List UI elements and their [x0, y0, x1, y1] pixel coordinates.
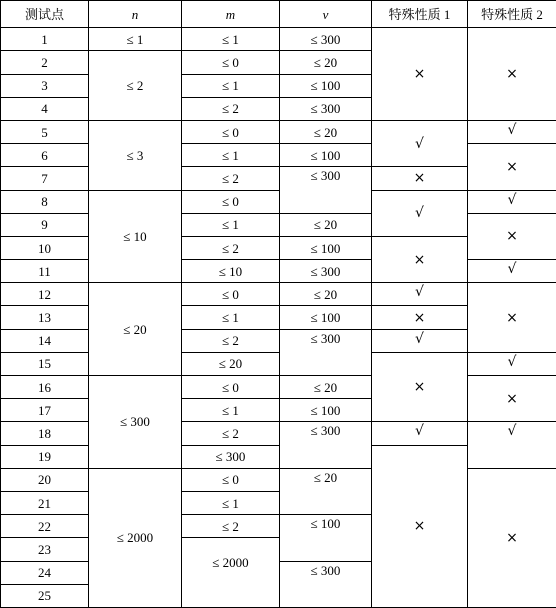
v-cell: ≤ 300	[280, 260, 372, 283]
v-cell: ≤ 300	[280, 329, 372, 375]
special2-cell	[468, 120, 556, 143]
cross-mark: ×	[413, 170, 426, 187]
v-cell: ≤ 300	[280, 561, 372, 607]
test-point-cell: 17	[1, 399, 89, 422]
m-cell: ≤ 1	[182, 399, 280, 422]
header-special-1: 特殊性质 1	[372, 1, 468, 28]
special1-cell	[372, 329, 468, 352]
test-point-cell: 12	[1, 283, 89, 306]
v-cell: ≤ 100	[280, 399, 372, 422]
check-mark: √	[507, 353, 517, 370]
special2-cell	[468, 144, 556, 190]
v-cell: ≤ 100	[280, 236, 372, 259]
n-cell: ≤ 1	[89, 28, 182, 51]
special2-cell	[468, 213, 556, 259]
table-row	[1, 260, 556, 283]
special2-cell	[468, 190, 556, 213]
cross-mark: ×	[413, 309, 426, 326]
n-cell: ≤ 10	[89, 190, 182, 283]
v-cell: ≤ 20	[280, 213, 372, 236]
v-cell: ≤ 20	[280, 51, 372, 74]
test-point-cell: 7	[1, 167, 89, 190]
test-point-cell: 16	[1, 376, 89, 399]
m-cell: ≤ 2	[182, 329, 280, 352]
special2-cell	[468, 422, 556, 468]
check-mark: √	[415, 284, 424, 301]
special2-cell	[468, 376, 556, 422]
test-point-cell: 19	[1, 445, 89, 468]
header-test-point: 测试点	[1, 1, 89, 28]
special1-cell	[372, 422, 468, 445]
cross-mark: ×	[506, 390, 518, 407]
test-point-cell: 13	[1, 306, 89, 329]
test-point-cell: 6	[1, 144, 89, 167]
table-row	[1, 190, 556, 213]
test-point-cell: 10	[1, 236, 89, 259]
cross-mark: ×	[413, 518, 426, 535]
header-v: v	[280, 1, 372, 28]
table-row	[1, 283, 556, 306]
check-mark: √	[507, 261, 517, 278]
test-point-cell: 14	[1, 329, 89, 352]
v-cell: ≤ 100	[280, 306, 372, 329]
m-cell: ≤ 1	[182, 74, 280, 97]
v-cell: ≤ 300	[280, 97, 372, 120]
m-cell: ≤ 2000	[182, 538, 280, 608]
n-cell: ≤ 300	[89, 376, 182, 469]
table-row	[1, 120, 556, 143]
cross-mark: ×	[506, 158, 518, 175]
special1-cell	[372, 445, 468, 607]
test-point-cell: 24	[1, 561, 89, 584]
n-cell: ≤ 2	[89, 51, 182, 121]
check-mark: √	[507, 191, 517, 208]
v-cell: ≤ 100	[280, 144, 372, 167]
test-point-cell: 1	[1, 28, 89, 51]
special1-cell	[372, 120, 468, 166]
cross-mark: ×	[506, 228, 518, 245]
m-cell: ≤ 2	[182, 236, 280, 259]
v-cell: ≤ 300	[280, 422, 372, 468]
cross-mark: ×	[413, 66, 426, 83]
v-cell: ≤ 20	[280, 468, 372, 514]
m-cell: ≤ 1	[182, 491, 280, 514]
cross-mark: ×	[506, 309, 518, 326]
v-cell: ≤ 20	[280, 283, 372, 306]
special2-cell	[468, 468, 556, 607]
test-point-cell: 23	[1, 538, 89, 561]
table-row	[1, 144, 556, 167]
test-point-cell: 9	[1, 213, 89, 236]
check-mark: √	[507, 423, 517, 440]
table-row	[1, 28, 556, 51]
test-point-cell: 20	[1, 468, 89, 491]
test-point-cell: 2	[1, 51, 89, 74]
test-point-cell: 8	[1, 190, 89, 213]
cross-mark: ×	[506, 66, 518, 83]
table-row	[1, 376, 556, 399]
header-m: m	[182, 1, 280, 28]
m-cell: ≤ 0	[182, 468, 280, 491]
m-cell: ≤ 1	[182, 306, 280, 329]
special1-cell	[372, 283, 468, 306]
m-cell: ≤ 0	[182, 283, 280, 306]
table-row	[1, 213, 556, 236]
n-cell: ≤ 20	[89, 283, 182, 376]
test-point-cell: 15	[1, 352, 89, 375]
check-mark: √	[415, 423, 424, 440]
m-cell: ≤ 1	[182, 144, 280, 167]
v-cell: ≤ 300	[280, 28, 372, 51]
m-cell: ≤ 0	[182, 120, 280, 143]
m-cell: ≤ 1	[182, 28, 280, 51]
special1-cell	[372, 28, 468, 121]
test-point-cell: 3	[1, 74, 89, 97]
special2-cell	[468, 260, 556, 283]
special1-cell	[372, 167, 468, 190]
v-cell: ≤ 20	[280, 120, 372, 143]
test-point-cell: 18	[1, 422, 89, 445]
m-cell: ≤ 0	[182, 190, 280, 213]
m-cell: ≤ 1	[182, 213, 280, 236]
m-cell: ≤ 10	[182, 260, 280, 283]
v-cell: ≤ 100	[280, 74, 372, 97]
header-row	[1, 1, 556, 28]
v-cell: ≤ 100	[280, 515, 372, 561]
v-cell: ≤ 20	[280, 376, 372, 399]
special1-cell	[372, 306, 468, 329]
m-cell: ≤ 2	[182, 97, 280, 120]
m-cell: ≤ 0	[182, 51, 280, 74]
cross-mark: ×	[413, 251, 426, 268]
cross-mark: ×	[506, 529, 518, 546]
v-cell: ≤ 300	[280, 167, 372, 213]
test-point-cell: 5	[1, 120, 89, 143]
test-point-cell: 4	[1, 97, 89, 120]
test-point-cell: 21	[1, 491, 89, 514]
header-special-2: 特殊性质 2	[468, 1, 556, 28]
check-mark: √	[415, 135, 424, 152]
special1-cell	[372, 236, 468, 282]
m-cell: ≤ 2	[182, 515, 280, 538]
header-n: n	[89, 1, 182, 28]
special1-cell	[372, 352, 468, 422]
test-point-cell: 11	[1, 260, 89, 283]
special2-cell	[468, 352, 556, 375]
m-cell: ≤ 0	[182, 376, 280, 399]
check-mark: √	[415, 330, 424, 347]
special2-cell	[468, 283, 556, 353]
table-row	[1, 352, 556, 375]
m-cell: ≤ 20	[182, 352, 280, 375]
m-cell: ≤ 2	[182, 167, 280, 190]
test-point-cell: 25	[1, 584, 89, 607]
cross-mark: ×	[413, 379, 426, 396]
n-cell: ≤ 2000	[89, 468, 182, 607]
m-cell: ≤ 300	[182, 445, 280, 468]
test-point-cell: 22	[1, 515, 89, 538]
special1-cell	[372, 190, 468, 236]
table-row	[1, 468, 556, 491]
m-cell: ≤ 2	[182, 422, 280, 445]
check-mark: √	[415, 205, 424, 222]
table-row	[1, 422, 556, 445]
check-mark: √	[507, 121, 517, 138]
n-cell: ≤ 3	[89, 120, 182, 190]
special2-cell	[468, 28, 556, 121]
